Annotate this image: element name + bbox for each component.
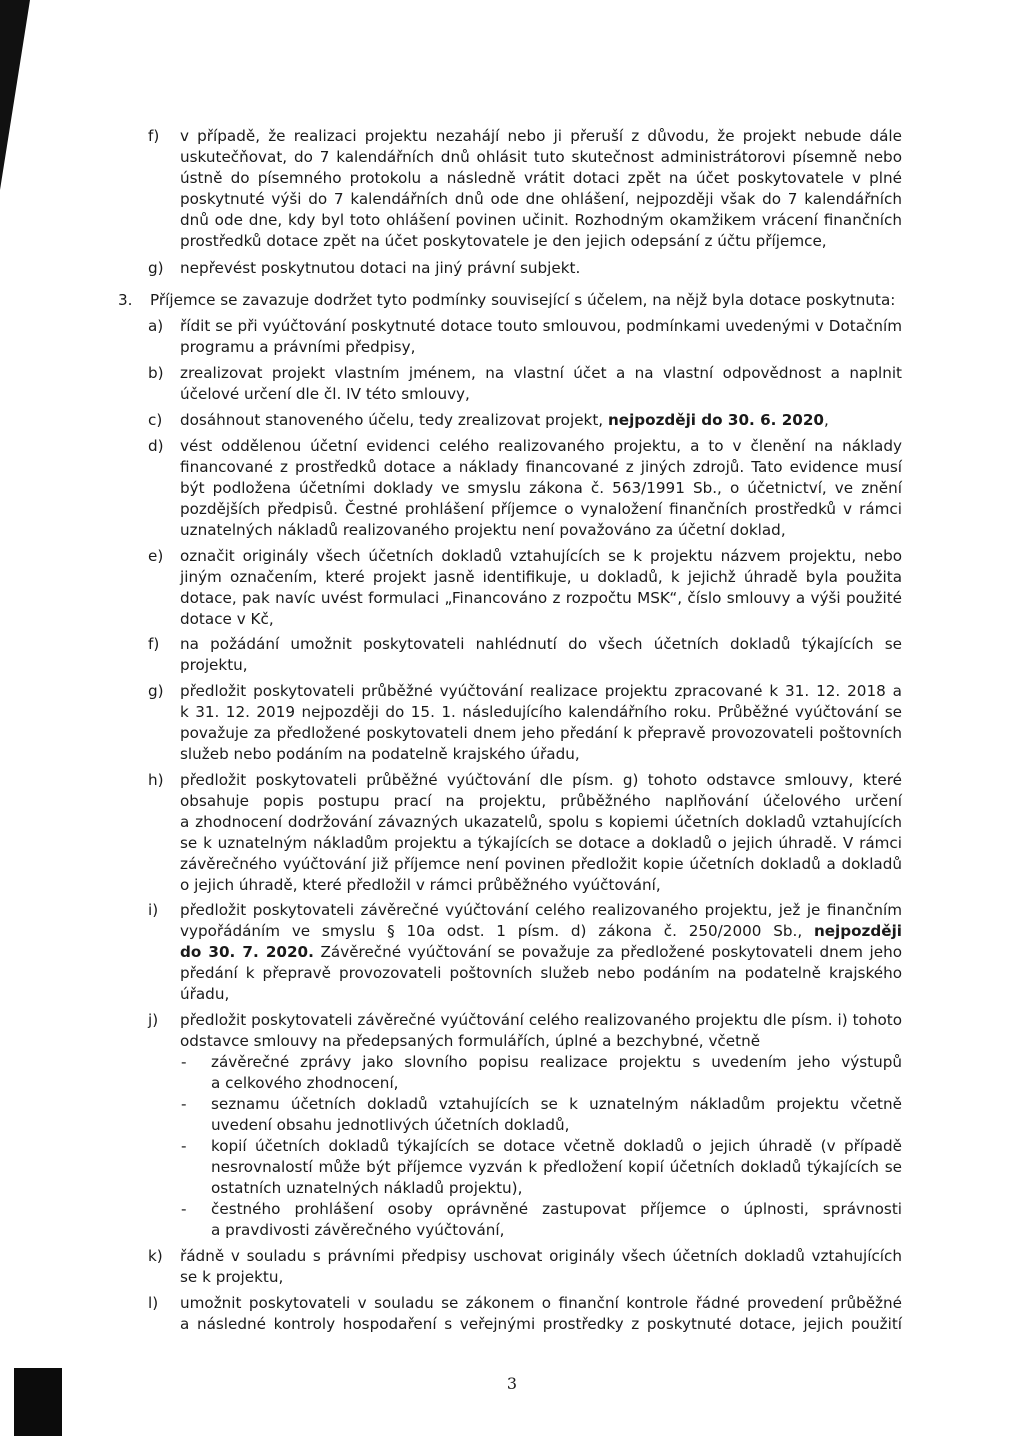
item-marker: c) [148, 411, 163, 429]
text-line: čestného prohlášení osoby oprávněné zastupovat příjemce o úplnosti, správnosti [211, 1200, 902, 1218]
text-line: v případě, že realizaci projektu nezahájí nebo ji přeruší z důvodu, že projekt nebude dále [180, 127, 902, 145]
text-line: řádně v souladu s právními předpisy uschovat originály všech účetních dokladů vztahujících [180, 1247, 902, 1265]
text-line: o jejich úhradě, které předložil v rámci průběžného vyúčtování, [180, 876, 661, 894]
item-marker: b) [148, 364, 164, 382]
text-run: dosáhnout stanoveného účelu, tedy zrealizovat projekt, [180, 411, 608, 429]
text-line: na požádání umožnit poskytovateli nahlédnutí do všech účetních dokladů týkajících se [180, 635, 902, 653]
text-line: ústně do písemného protokolu a následně vrátit dotaci zpět na účet poskytovatele v plné [180, 169, 902, 187]
item-marker: d) [148, 437, 164, 455]
text-line [180, 921, 902, 941]
section-intro: Příjemce se zavazuje dodržet tyto podmínky související s účelem, na nějž byla dotace poskytnuta: [150, 291, 896, 309]
page-number: 3 [506, 1374, 518, 1393]
text-line: považuje za předložené poskytovateli dnem jeho předání k přepravě provozovateli poštovních [180, 724, 902, 742]
text-line: předložit poskytovateli průběžné vyúčtování dle písm. g) tohoto odstavce smlouvy, které [180, 771, 902, 789]
text-line: kopií účetních dokladů týkajících se dotace včetně dokladů o jejich úhradě (v případě [211, 1137, 902, 1155]
dash-bullet: - [181, 1053, 187, 1071]
item-marker: f) [148, 127, 160, 145]
text-line: uskutečňovat, do 7 kalendářních dnů ohlásit tuto skutečnost administrátorovi písemně nebo [180, 148, 902, 166]
text-run: vypořádáním ve smyslu § 10a odst. 1 písm. d) zákona č. 250/2000 Sb., [180, 922, 814, 940]
text-line: se k uznatelným nákladům projektu a týkajících se dotace a dokladů o jejich úhradě. V rámci [180, 834, 902, 852]
item-marker: a) [148, 317, 164, 335]
text-line: projektu, [180, 656, 248, 674]
item-marker: k) [148, 1247, 163, 1265]
deadline-bold: do 30. 7. 2020. [180, 943, 314, 961]
text-line: závěrečného vyúčtování již příjemce není povinen předložit kopie účetních dokladů a dokladů [180, 855, 902, 873]
text-line: nepřevést poskytnutou dotaci na jiný právní subjekt. [180, 259, 581, 277]
item-marker: e) [148, 547, 164, 565]
text-line: a zhodnocení dodržování závazných ukazatelů, spolu s kopiemi účetních dokladů vztahujících [180, 813, 902, 831]
text-line: předložit poskytovateli závěrečné vyúčtování celého realizovaného projektu, jež je finančním [180, 901, 902, 919]
text-line: předložit poskytovateli závěrečné vyúčtování celého realizovaného projektu dle písm. i) tohoto [180, 1011, 902, 1029]
item-marker: g) [148, 682, 164, 700]
dash-bullet: - [181, 1095, 187, 1113]
item-marker: g) [148, 259, 164, 277]
item-marker: j) [148, 1011, 159, 1029]
text-line: odstavce smlouvy na předepsaných formulářích, úplné a bezchybné, včetně [180, 1032, 761, 1050]
text-line: uvedení obsahu jednotlivých účetních dokladů, [211, 1116, 570, 1134]
text-line: programu a právními předpisy, [180, 338, 416, 356]
text-run: Závěrečné vyúčtování se považuje za předložené poskytovateli dnem jeho [313, 943, 902, 961]
deadline-bold: nejpozději [813, 922, 902, 940]
item-marker: f) [148, 635, 160, 653]
text-line [180, 410, 829, 430]
text-line: úřadu, [180, 985, 230, 1003]
text-line: vést oddělenou účetní evidenci celého realizovaného projektu, a to v členění na náklady [180, 437, 902, 455]
text-line: obsahuje popis postupu prací na projektu, průběžného naplňování účelového určení [180, 792, 902, 810]
text-line: poskytnuté výši do 7 kalendářních dnů ode dne ohlášení, nejpozději však do 7 kalendářních [180, 190, 902, 208]
text-line: zrealizovat projekt vlastním jménem, na vlastní účet a na vlastní odpovědnost a naplnit [180, 364, 902, 382]
text-line: financované z prostředků dotace a náklady financované z jiných zdrojů. Tato evidence musí [180, 458, 902, 476]
text-line: ostatních uznatelných nákladů projektu), [211, 1179, 523, 1197]
text-line: závěrečné zprávy jako slovního popisu realizace projektu s uvedením jeho výstupů [211, 1053, 902, 1071]
text-line: označit originály všech účetních dokladů vztahujících se k projektu názvem projektu, nebo [180, 547, 902, 565]
deadline-bold: nejpozději do 30. 6. 2020 [607, 411, 824, 429]
text-line: seznamu účetních dokladů vztahujících se k uznatelným nákladům projektu včetně [211, 1095, 902, 1113]
text-line: prostředků dotace zpět na účet poskytovatele je den jejich odepsání z účtu příjemce, [180, 232, 827, 250]
text-line: k 31. 12. 2019 nejpozději do 15. 1. následujícího kalendářního roku. Průběžné vyúčtování se [180, 703, 902, 721]
text-line: nesrovnalostí může být příjemce vyzván k předložení kopií účetních dokladů týkajících se [211, 1158, 902, 1176]
text-line: jiným označením, které projekt jasně identifikuje, u dokladů, k jejichž úhradě byla použita [180, 568, 902, 586]
dash-bullet: - [181, 1200, 187, 1218]
dash-bullet: - [181, 1137, 187, 1155]
text-line: a následné kontroly hospodaření s veřejnými prostředky z poskytnuté dotace, jejich použití [180, 1315, 902, 1333]
text-line: služeb nebo podáním na podatelně krajského úřadu, [180, 745, 580, 763]
item-marker: l) [148, 1294, 159, 1312]
text-line: dotace, pak navíc uvést formulaci „Financováno z rozpočtu MSK“, číslo smlouvy a výši použité [180, 589, 902, 607]
item-marker: i) [148, 901, 159, 919]
text-line [180, 942, 902, 962]
section-number: 3. [118, 291, 133, 309]
text-line: uznatelných nákladů realizovaného projektu není považováno za účetní doklad, [180, 521, 786, 539]
text-line: účelové určení dle čl. IV této smlouvy, [180, 385, 470, 403]
text-line: být podložena účetními doklady ve smyslu zákona č. 563/1991 Sb., o účetnictví, ve znění [180, 479, 902, 497]
text-line: předání k přepravě provozovateli poštovních služeb nebo podáním na podatelně krajského [180, 964, 902, 982]
text-line: dotace v Kč, [180, 610, 274, 628]
text-line: a celkového zhodnocení, [211, 1074, 399, 1092]
item-marker: h) [148, 771, 164, 789]
text-line: umožnit poskytovateli v souladu se zákonem o finanční kontrole řádné provedení průběžné [180, 1294, 902, 1312]
text-line: předložit poskytovateli průběžné vyúčtování realizace projektu zpracované k 31. 12. 2018 a [180, 682, 902, 700]
text-line: pozdějších předpisů. Čestné prohlášení příjemce o vynaložení finančních prostředků v rámci [180, 500, 902, 518]
text-line: dnů ode dne, kdy byl toto ohlášení povinen učinit. Rozhodným okamžikem vrácení finančních [180, 211, 902, 229]
text-line: řídit se při vyúčtování poskytnuté dotace touto smlouvou, podmínkami uvedenými v Dotačním [180, 317, 902, 335]
text-line: a pravdivosti závěrečného vyúčtování, [211, 1221, 505, 1239]
text-run: , [823, 411, 829, 429]
text-line: se k projektu, [180, 1268, 284, 1286]
